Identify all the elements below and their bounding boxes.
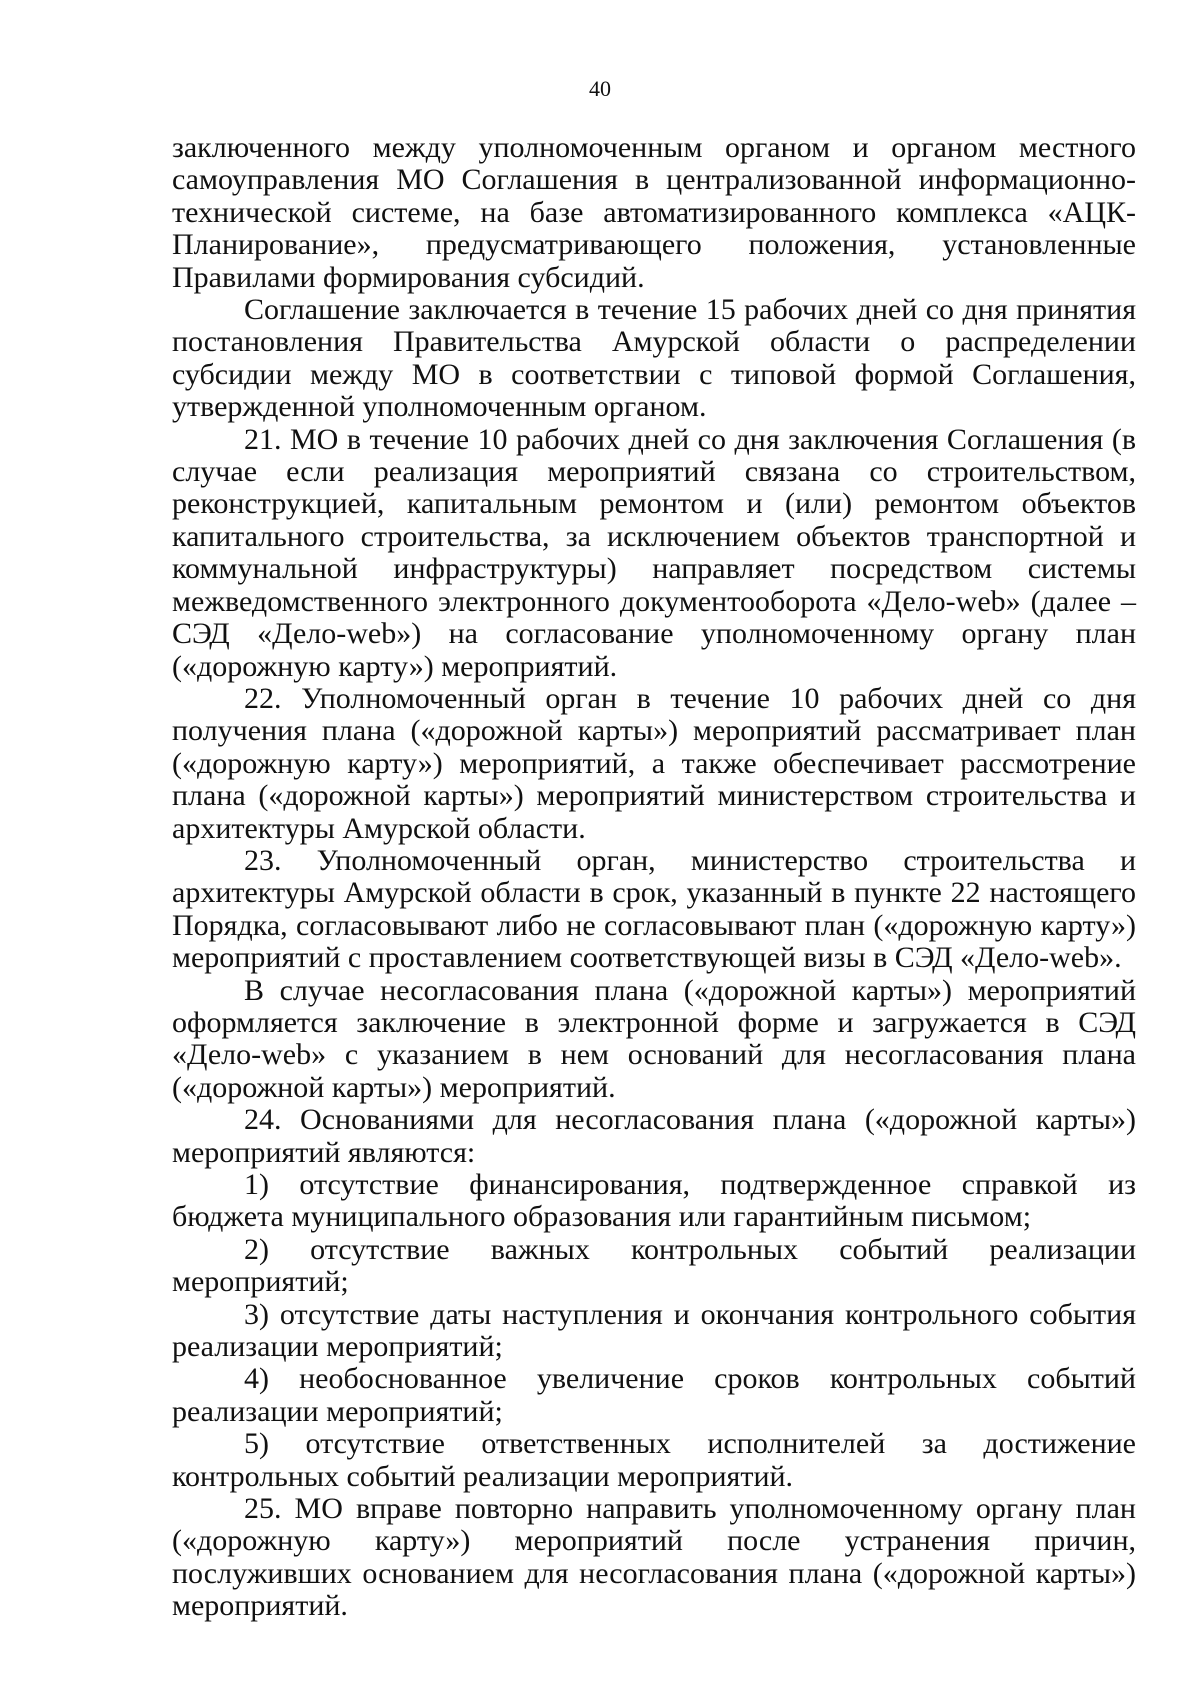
page-number: 40 — [589, 76, 611, 101]
paragraph-item-25: 25. МО вправе повторно направить уполномоченному органу план («дорожную карту») мероприятий после устранения причин, послуживших основанием для несогласования плана («дорожной карты») мероприятий. — [172, 1492, 1136, 1623]
paragraph-item-21: 21. МО в течение 10 рабочих дней со дня заключения Соглашения (в случае если реализация мероприятий связана со строительством, реконструкцией, капитальным ремонтом и (или) ремонтом объектов капитального строительства, за исключением объектов транспортной и коммунальной инфраструктуры) направляет посредством системы межведомственного электронного документооборота «Дело-web» (далее – СЭД «Дело-web») на согласование уполномоченному органу план («дорожную карту») мероприятий. — [172, 422, 1136, 683]
list-item-2: 2) отсутствие важных контрольных событий реализации мероприятий; — [172, 1232, 1136, 1299]
paragraph-disapproval-conclusion: В случае несогласования плана («дорожной карты») мероприятий оформляется заключение в электронной форме и загружается в СЭД «Дело-web» с указанием в нем оснований для несогласования плана («дорожной карты») мероприятий. — [172, 973, 1136, 1104]
paragraph-item-24: 24. Основаниями для несогласования плана («дорожной карты») мероприятий являются: — [172, 1103, 1136, 1169]
list-item-1: 1) отсутствие финансирования, подтвержденное справкой из бюджета муниципального образования или гарантийным письмом; — [172, 1168, 1136, 1234]
paragraph-item-22: 22. Уполномоченный орган в течение 10 рабочих дней со дня получения плана («дорожной карты») мероприятий рассматривает план («дорожную карту») мероприятий, а также обеспечивает рассмотрение плана («дорожной карты») мероприятий министерством строительства и архитектуры Амурской области. — [172, 681, 1136, 845]
paragraph-agreement-term: Соглашение заключается в течение 15 рабочих дней со дня принятия постановления Правительства Амурской области о распределении субсидии между МО в соответствии с типовой формой Соглашения, утвержденной уполномоченным органом. — [172, 293, 1136, 424]
list-item-5: 5) отсутствие ответственных исполнителей за достижение контрольных событий реализации мероприятий. — [172, 1427, 1136, 1493]
paragraph-continuation: заключенного между уполномоченным органом и органом местного самоуправления МО Соглашения в централизованной информационно-технической системе, на базе автоматизированного комплекса «АЦК-Планирование», предусматривающего положения, установленные Правилами формирования субсидий. — [172, 131, 1136, 294]
paragraph-item-23: 23. Уполномоченный орган, министерство строительства и архитектуры Амурской области в срок, указанный в пункте 22 настоящего Порядка, согласовывают либо не согласовывают план («дорожную карту») мероприятий с проставлением соответствующей визы в СЭД «Дело-web». — [172, 843, 1136, 975]
document-body — [172, 132, 1136, 1623]
list-item-4: 4) необоснованное увеличение сроков контрольных событий реализации мероприятий; — [172, 1362, 1136, 1428]
list-item-3: 3) отсутствие даты наступления и окончания контрольного события реализации мероприятий; — [172, 1297, 1136, 1364]
